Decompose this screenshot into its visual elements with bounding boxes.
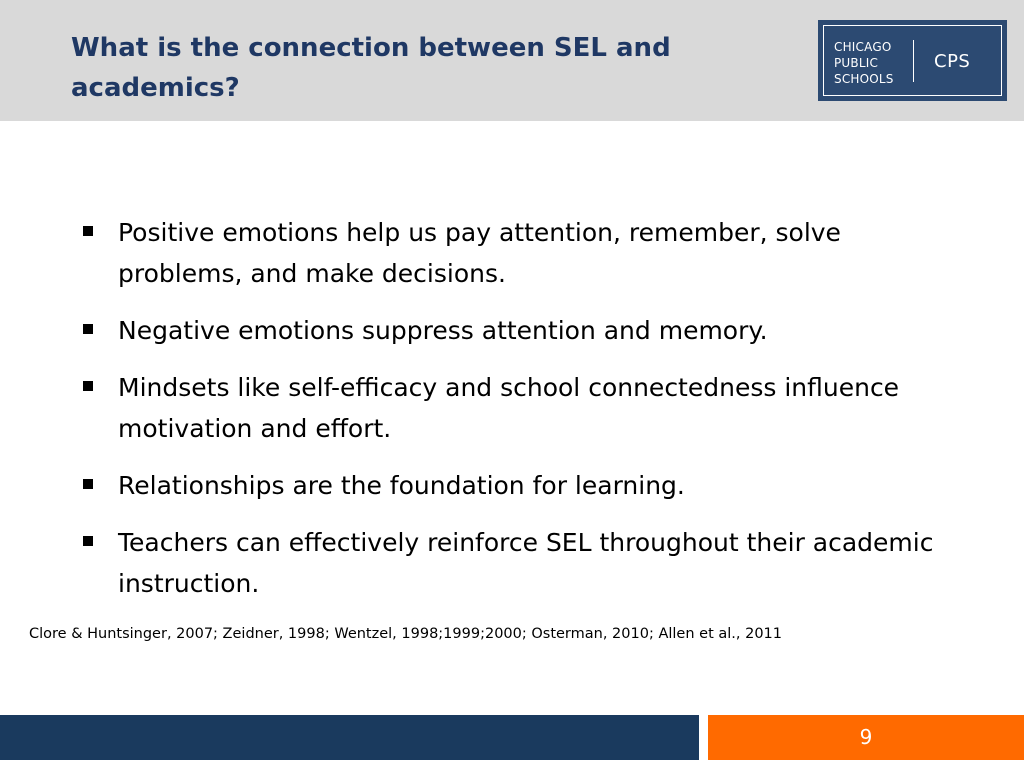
page-number: 9 [859,725,873,749]
bullet-item [80,367,940,449]
bullet-text: Mindsets like self-efficacy and school connectedness influence motivation and effort. [118,373,900,443]
logo-line-schools: SCHOOLS [834,72,894,86]
square-bullet-icon [83,536,93,546]
footer-bar [0,715,699,760]
square-bullet-icon [83,324,93,334]
logo-wordmark [834,39,894,87]
bullet-item [80,310,940,351]
logo-line-chicago: CHICAGO [834,40,892,54]
square-bullet-icon [83,381,93,391]
square-bullet-icon [83,479,93,489]
bullet-text: Relationships are the foundation for learning. [118,471,685,500]
logo-frame [823,25,1002,96]
logo-abbreviation: CPS [934,51,971,72]
bullet-text: Positive emotions help us pay attention, remember, solve problems, and make decisions. [118,218,841,288]
bullet-text: Negative emotions suppress attention and memory. [118,316,768,345]
page-number-bar [708,715,1024,760]
slide-title: What is the connection between SEL and academics? [71,33,671,103]
cps-logo [818,20,1007,101]
bullet-item [80,465,940,506]
citation: Clore & Huntsinger, 2007; Zeidner, 1998; Wentzel, 1998;1999;2000; Osterman, 2010; Allen et al., 2011 [29,626,783,642]
slide-header [0,0,1024,121]
bullet-item [80,522,940,604]
square-bullet-icon [83,226,93,236]
bullet-list [80,212,940,620]
logo-divider [913,40,914,82]
bullet-text: Teachers can effectively reinforce SEL throughout their academic instruction. [118,528,934,598]
bullet-item [80,212,940,294]
logo-line-public: PUBLIC [834,56,879,70]
